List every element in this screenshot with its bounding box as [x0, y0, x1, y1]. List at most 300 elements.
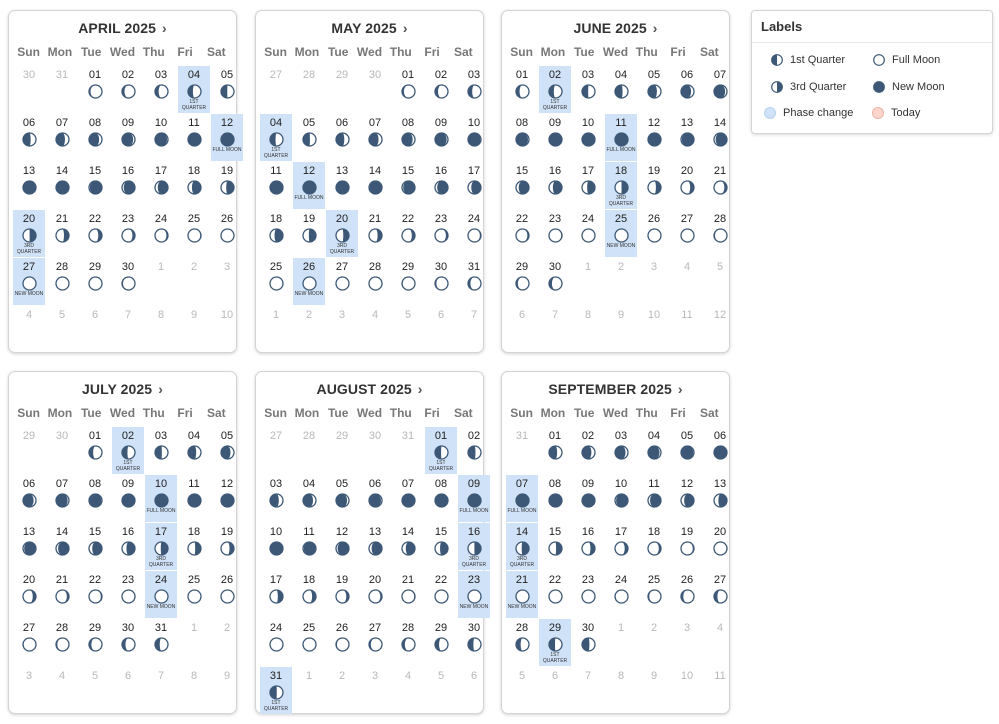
- day-cell-other-month[interactable]: [704, 619, 736, 666]
- day-cell[interactable]: [293, 619, 325, 666]
- day-cell-other-month[interactable]: [326, 66, 358, 113]
- day-cell[interactable]: [572, 523, 604, 570]
- month-title-link[interactable]: [256, 11, 483, 45]
- moon-phase-icon: [154, 445, 169, 460]
- day-cell[interactable]: [145, 162, 177, 209]
- day-cell[interactable]: [425, 258, 457, 305]
- day-cell-phase-change[interactable]: [178, 66, 210, 113]
- day-cell[interactable]: [458, 114, 490, 161]
- day-cell[interactable]: [13, 475, 45, 522]
- day-cell[interactable]: [539, 162, 571, 209]
- day-cell[interactable]: [671, 114, 703, 161]
- day-cell[interactable]: [260, 475, 292, 522]
- day-cell-other-month[interactable]: [211, 306, 243, 353]
- month-title-link[interactable]: [9, 11, 236, 45]
- day-cell[interactable]: [539, 258, 571, 305]
- day-cell-other-month[interactable]: [704, 306, 736, 353]
- day-cell-other-month[interactable]: [392, 667, 424, 714]
- day-cell-other-month[interactable]: [671, 306, 703, 353]
- day-cell[interactable]: [392, 210, 424, 257]
- day-cell-phase-change[interactable]: [13, 258, 45, 305]
- day-cell[interactable]: [46, 571, 78, 618]
- day-cell[interactable]: [638, 66, 670, 113]
- day-cell[interactable]: [425, 114, 457, 161]
- day-cell-other-month[interactable]: [425, 306, 457, 353]
- day-cell-phase-change[interactable]: [112, 427, 144, 474]
- day-number: 14: [401, 526, 415, 538]
- weekday-label: Tue: [80, 45, 102, 59]
- day-cell[interactable]: [392, 66, 424, 113]
- day-cell[interactable]: [605, 523, 637, 570]
- day-cell[interactable]: [79, 427, 111, 474]
- day-cell[interactable]: [392, 523, 424, 570]
- day-cell[interactable]: [79, 162, 111, 209]
- day-cell[interactable]: [392, 619, 424, 666]
- day-number: 23: [548, 213, 562, 225]
- day-cell-other-month[interactable]: [605, 619, 637, 666]
- day-cell-other-month[interactable]: [671, 667, 703, 714]
- moon-phase-icon: [154, 541, 169, 556]
- day-cell-other-month[interactable]: [638, 667, 670, 714]
- weekday-label: Fri: [670, 406, 686, 420]
- day-cell[interactable]: [178, 210, 210, 257]
- day-cell[interactable]: [145, 619, 177, 666]
- day-cell-other-month[interactable]: [178, 619, 210, 666]
- day-cell[interactable]: [572, 210, 604, 257]
- day-cell-other-month[interactable]: [326, 427, 358, 474]
- day-cell[interactable]: [704, 571, 736, 618]
- day-cell-phase-change[interactable]: [605, 162, 637, 209]
- day-cell[interactable]: [13, 619, 45, 666]
- month-title: APRIL 2025: [78, 20, 156, 36]
- day-cell[interactable]: [145, 114, 177, 161]
- weekday-label: Wed: [109, 45, 136, 59]
- day-cell[interactable]: [211, 162, 243, 209]
- month-title-link[interactable]: [9, 372, 236, 406]
- day-cell[interactable]: [638, 523, 670, 570]
- day-cell[interactable]: [359, 475, 391, 522]
- month-title: JULY 2025: [82, 381, 153, 397]
- day-cell[interactable]: [671, 427, 703, 474]
- day-cell-other-month[interactable]: [605, 258, 637, 305]
- day-cell[interactable]: [326, 114, 358, 161]
- day-cell-other-month[interactable]: [178, 306, 210, 353]
- day-cell-other-month[interactable]: [506, 427, 538, 474]
- day-cell-other-month[interactable]: [145, 258, 177, 305]
- day-cell[interactable]: [46, 619, 78, 666]
- day-cell[interactable]: [46, 162, 78, 209]
- day-cell[interactable]: [704, 475, 736, 522]
- day-cell[interactable]: [572, 619, 604, 666]
- day-cell-other-month[interactable]: [458, 667, 490, 714]
- day-cell[interactable]: [704, 523, 736, 570]
- day-cell-other-month[interactable]: [605, 667, 637, 714]
- day-cell[interactable]: [458, 66, 490, 113]
- day-cell-other-month[interactable]: [260, 66, 292, 113]
- day-cell-other-month[interactable]: [178, 258, 210, 305]
- day-cell[interactable]: [293, 571, 325, 618]
- day-cell[interactable]: [359, 258, 391, 305]
- day-cell-phase-change[interactable]: [293, 162, 325, 209]
- day-cell-other-month[interactable]: [145, 306, 177, 353]
- day-cell[interactable]: [326, 619, 358, 666]
- day-number: 7: [551, 309, 559, 321]
- day-cell[interactable]: [326, 258, 358, 305]
- day-cell[interactable]: [539, 114, 571, 161]
- day-cell[interactable]: [359, 162, 391, 209]
- day-cell[interactable]: [539, 427, 571, 474]
- day-cell[interactable]: [145, 66, 177, 113]
- day-number: 02: [548, 69, 562, 81]
- day-cell[interactable]: [572, 162, 604, 209]
- day-cell[interactable]: [671, 210, 703, 257]
- moon-phase-icon: [647, 84, 662, 99]
- day-cell[interactable]: [178, 523, 210, 570]
- day-cell[interactable]: [392, 571, 424, 618]
- day-cell[interactable]: [671, 66, 703, 113]
- day-cell-other-month[interactable]: [506, 667, 538, 714]
- day-cell[interactable]: [112, 66, 144, 113]
- day-cell-phase-change[interactable]: [539, 66, 571, 113]
- day-cell[interactable]: [572, 66, 604, 113]
- day-cell-other-month[interactable]: [605, 306, 637, 353]
- day-cell[interactable]: [638, 162, 670, 209]
- day-number: 23: [467, 574, 481, 586]
- day-cell-phase-change[interactable]: [260, 114, 292, 161]
- moon-phase-icon: [335, 228, 350, 243]
- day-cell[interactable]: [260, 210, 292, 257]
- day-cell[interactable]: [425, 523, 457, 570]
- day-cell-other-month[interactable]: [359, 427, 391, 474]
- day-cell-other-month[interactable]: [572, 667, 604, 714]
- day-cell[interactable]: [638, 571, 670, 618]
- day-cell[interactable]: [638, 427, 670, 474]
- day-cell-phase-change[interactable]: [506, 475, 538, 522]
- day-cell-other-month[interactable]: [13, 427, 45, 474]
- day-cell[interactable]: [79, 571, 111, 618]
- day-cell[interactable]: [638, 114, 670, 161]
- day-cell-phase-change[interactable]: [326, 210, 358, 257]
- day-cell[interactable]: [425, 571, 457, 618]
- day-cell-phase-change[interactable]: [458, 475, 490, 522]
- day-cell-phase-change[interactable]: [458, 523, 490, 570]
- day-cell[interactable]: [112, 523, 144, 570]
- day-cell[interactable]: [359, 523, 391, 570]
- day-number: 28: [368, 261, 382, 273]
- day-cell[interactable]: [178, 571, 210, 618]
- day-cell[interactable]: [79, 66, 111, 113]
- day-cell[interactable]: [359, 619, 391, 666]
- day-cell-other-month[interactable]: [260, 427, 292, 474]
- day-cell-phase-change[interactable]: [605, 210, 637, 257]
- day-cell-other-month[interactable]: [145, 667, 177, 714]
- day-cell[interactable]: [704, 66, 736, 113]
- moon-phase-icon: [368, 228, 383, 243]
- day-cell-other-month[interactable]: [13, 306, 45, 353]
- day-cell-phase-change[interactable]: [211, 114, 243, 161]
- day-cell-other-month[interactable]: [671, 619, 703, 666]
- day-cell-other-month[interactable]: [359, 306, 391, 353]
- day-cell-other-month[interactable]: [392, 427, 424, 474]
- day-cell-phase-change[interactable]: [145, 571, 177, 618]
- day-cell-other-month[interactable]: [260, 306, 292, 353]
- day-cell[interactable]: [425, 66, 457, 113]
- day-cell[interactable]: [506, 66, 538, 113]
- moon-phase-icon: [434, 493, 449, 508]
- day-cell[interactable]: [211, 571, 243, 618]
- day-cell[interactable]: [145, 427, 177, 474]
- moon-phase-icon: [467, 180, 482, 195]
- day-number: 13: [680, 117, 694, 129]
- day-cell[interactable]: [605, 475, 637, 522]
- day-cell-other-month[interactable]: [671, 258, 703, 305]
- day-cell-other-month[interactable]: [392, 306, 424, 353]
- day-cell[interactable]: [79, 114, 111, 161]
- day-cell[interactable]: [671, 571, 703, 618]
- day-cell[interactable]: [13, 571, 45, 618]
- day-cell-other-month[interactable]: [572, 306, 604, 353]
- day-cell-other-month[interactable]: [211, 667, 243, 714]
- day-cell[interactable]: [506, 619, 538, 666]
- day-cell[interactable]: [79, 475, 111, 522]
- legend-item-first-quarter: [771, 54, 845, 66]
- day-cell[interactable]: [211, 523, 243, 570]
- day-cell[interactable]: [539, 210, 571, 257]
- weekday-label: Sat: [699, 45, 719, 59]
- day-number: 04: [187, 69, 201, 81]
- day-cell-other-month[interactable]: [211, 258, 243, 305]
- day-cell-other-month[interactable]: [13, 66, 45, 113]
- day-cell[interactable]: [145, 210, 177, 257]
- day-number: 1: [272, 309, 280, 321]
- day-cell-other-month[interactable]: [79, 306, 111, 353]
- day-cell[interactable]: [506, 258, 538, 305]
- moon-phase-icon: [581, 180, 596, 195]
- day-cell[interactable]: [539, 523, 571, 570]
- day-cell[interactable]: [425, 210, 457, 257]
- day-cell-other-month[interactable]: [425, 667, 457, 714]
- day-cell[interactable]: [112, 571, 144, 618]
- day-cell[interactable]: [458, 619, 490, 666]
- day-cell-other-month[interactable]: [704, 667, 736, 714]
- day-cell[interactable]: [46, 475, 78, 522]
- day-cell[interactable]: [260, 571, 292, 618]
- day-cell[interactable]: [704, 427, 736, 474]
- moon-phase-icon: [187, 228, 202, 243]
- day-cell[interactable]: [506, 114, 538, 161]
- day-cell[interactable]: [293, 475, 325, 522]
- day-cell[interactable]: [46, 258, 78, 305]
- day-number: 01: [434, 430, 448, 442]
- day-cell[interactable]: [79, 258, 111, 305]
- day-cell[interactable]: [260, 258, 292, 305]
- day-cell[interactable]: [671, 523, 703, 570]
- day-cell[interactable]: [79, 523, 111, 570]
- day-cell[interactable]: [293, 523, 325, 570]
- day-cell[interactable]: [572, 427, 604, 474]
- day-cell-other-month[interactable]: [293, 66, 325, 113]
- day-cell[interactable]: [458, 427, 490, 474]
- month-title-link[interactable]: [256, 372, 483, 406]
- day-cell[interactable]: [638, 475, 670, 522]
- weekday-label: Thu: [635, 406, 658, 420]
- day-cell[interactable]: [112, 475, 144, 522]
- day-cell[interactable]: [13, 523, 45, 570]
- day-cell[interactable]: [425, 475, 457, 522]
- day-cell[interactable]: [211, 475, 243, 522]
- day-cell[interactable]: [79, 210, 111, 257]
- day-cell[interactable]: [605, 66, 637, 113]
- day-cell[interactable]: [425, 619, 457, 666]
- day-cell[interactable]: [392, 162, 424, 209]
- day-cell-other-month[interactable]: [46, 306, 78, 353]
- day-cell[interactable]: [572, 475, 604, 522]
- day-cell-phase-change[interactable]: [506, 523, 538, 570]
- day-cell[interactable]: [326, 571, 358, 618]
- day-cell[interactable]: [211, 66, 243, 113]
- day-cell-phase-change[interactable]: [605, 114, 637, 161]
- day-cell[interactable]: [605, 427, 637, 474]
- day-cell-other-month[interactable]: [293, 427, 325, 474]
- day-cell[interactable]: [112, 258, 144, 305]
- day-cell-other-month[interactable]: [178, 667, 210, 714]
- phase-label: 1ST QUARTER: [263, 700, 289, 712]
- day-cell[interactable]: [178, 162, 210, 209]
- day-cell[interactable]: [572, 114, 604, 161]
- day-cell-other-month[interactable]: [572, 258, 604, 305]
- day-cell[interactable]: [260, 523, 292, 570]
- day-cell-phase-change[interactable]: [145, 475, 177, 522]
- day-cell[interactable]: [704, 210, 736, 257]
- day-cell[interactable]: [46, 114, 78, 161]
- day-number: 01: [88, 430, 102, 442]
- day-cell[interactable]: [638, 210, 670, 257]
- day-cell[interactable]: [178, 475, 210, 522]
- day-cell[interactable]: [13, 114, 45, 161]
- day-cell[interactable]: [112, 114, 144, 161]
- day-cell-other-month[interactable]: [112, 667, 144, 714]
- day-cell-other-month[interactable]: [211, 619, 243, 666]
- day-cell-phase-change[interactable]: [145, 523, 177, 570]
- day-cell[interactable]: [46, 523, 78, 570]
- day-cell[interactable]: [359, 114, 391, 161]
- day-cell-phase-change[interactable]: [539, 619, 571, 666]
- day-cell[interactable]: [178, 114, 210, 161]
- day-cell[interactable]: [392, 258, 424, 305]
- day-cell-other-month[interactable]: [293, 667, 325, 714]
- day-cell[interactable]: [605, 571, 637, 618]
- day-cell[interactable]: [112, 210, 144, 257]
- day-cell[interactable]: [260, 162, 292, 209]
- moon-phase-icon: [22, 228, 37, 243]
- day-cell-other-month[interactable]: [638, 306, 670, 353]
- day-cell[interactable]: [572, 571, 604, 618]
- weekday-label: Sat: [699, 406, 719, 420]
- day-cell-phase-change[interactable]: [13, 210, 45, 257]
- day-cell[interactable]: [326, 475, 358, 522]
- day-cell[interactable]: [112, 162, 144, 209]
- day-cell[interactable]: [112, 619, 144, 666]
- day-cell-other-month[interactable]: [112, 306, 144, 353]
- day-cell-other-month[interactable]: [638, 258, 670, 305]
- day-number: 21: [713, 165, 727, 177]
- moon-phase-icon: [713, 445, 728, 460]
- day-cell[interactable]: [79, 619, 111, 666]
- day-cell[interactable]: [506, 210, 538, 257]
- day-cell-other-month[interactable]: [46, 427, 78, 474]
- day-cell-other-month[interactable]: [293, 306, 325, 353]
- day-cell[interactable]: [458, 162, 490, 209]
- day-cell-other-month[interactable]: [506, 306, 538, 353]
- month-title-link[interactable]: [502, 11, 729, 45]
- day-cell[interactable]: [46, 210, 78, 257]
- day-cell-other-month[interactable]: [359, 66, 391, 113]
- day-cell[interactable]: [359, 210, 391, 257]
- day-cell-other-month[interactable]: [638, 619, 670, 666]
- day-cell[interactable]: [178, 427, 210, 474]
- day-cell[interactable]: [260, 619, 292, 666]
- day-cell-phase-change[interactable]: [260, 667, 292, 714]
- day-cell[interactable]: [359, 571, 391, 618]
- day-cell-other-month[interactable]: [704, 258, 736, 305]
- day-cell[interactable]: [326, 523, 358, 570]
- day-cell[interactable]: [293, 114, 325, 161]
- day-cell[interactable]: [458, 210, 490, 257]
- day-cell[interactable]: [326, 162, 358, 209]
- day-cell[interactable]: [13, 162, 45, 209]
- moon-phase-icon: [401, 180, 416, 195]
- day-cell-other-month[interactable]: [79, 667, 111, 714]
- day-cell[interactable]: [392, 114, 424, 161]
- day-number: 09: [581, 478, 595, 490]
- day-cell-other-month[interactable]: [13, 667, 45, 714]
- month-title-link[interactable]: [502, 372, 729, 406]
- day-cell-phase-change[interactable]: [458, 571, 490, 618]
- day-cell[interactable]: [392, 475, 424, 522]
- moon-phase-icon: [121, 589, 136, 604]
- day-cell-other-month[interactable]: [46, 667, 78, 714]
- day-cell[interactable]: [506, 162, 538, 209]
- day-number: 26: [335, 622, 349, 634]
- day-number: 08: [88, 478, 102, 490]
- day-cell[interactable]: [704, 114, 736, 161]
- day-cell[interactable]: [211, 210, 243, 257]
- day-cell[interactable]: [211, 427, 243, 474]
- day-cell[interactable]: [293, 210, 325, 257]
- day-cell-phase-change[interactable]: [506, 571, 538, 618]
- day-cell[interactable]: [425, 162, 457, 209]
- day-number: 13: [22, 165, 36, 177]
- day-cell-other-month[interactable]: [359, 667, 391, 714]
- day-cell[interactable]: [539, 475, 571, 522]
- day-number: 20: [22, 213, 36, 225]
- day-cell[interactable]: [539, 571, 571, 618]
- day-cell[interactable]: [458, 258, 490, 305]
- day-cell-other-month[interactable]: [46, 66, 78, 113]
- day-cell-other-month[interactable]: [458, 306, 490, 353]
- day-cell-phase-change[interactable]: [425, 427, 457, 474]
- day-cell-phase-change[interactable]: [293, 258, 325, 305]
- day-number: 8: [157, 309, 165, 321]
- day-cell-other-month[interactable]: [539, 306, 571, 353]
- day-cell-other-month[interactable]: [326, 667, 358, 714]
- day-cell-other-month[interactable]: [539, 667, 571, 714]
- day-cell[interactable]: [671, 162, 703, 209]
- moon-phase-icon: [187, 493, 202, 508]
- day-cell-other-month[interactable]: [326, 306, 358, 353]
- day-cell[interactable]: [704, 162, 736, 209]
- day-cell[interactable]: [671, 475, 703, 522]
